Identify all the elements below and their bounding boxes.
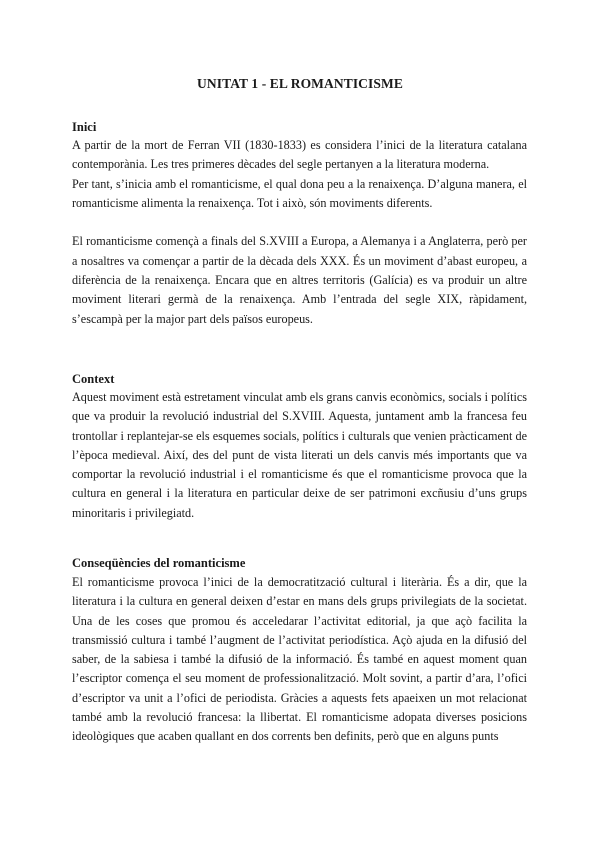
paragraph: El romanticisme provoca l’inici de la democratització cultural i literària. És a dir, que la literatura i la cultura en general deixen d’estar en mans dels grups privilegiats de la societat. Una de les coses que promou és acceledarar l’activitat editorial, ja que açò facilita la transmissió cultura i també l’augment de l’activitat periodística. Açò ajuda en la difusió del saber, de la sabiesa i també la difusió de la informació. És també en aquest moment quan l’escriptor comença el seu moment de professionalització. Molt sovint, a partir d’ara, l’ofici d’escriptor va unit a l’ofici de periodista. Gràcies a aquests fets apaeixen un mot relacionat també amb la revolució francesa: la llibertat. El romanticisme adopata diverses posicions ideològiques que acaben quallant en dos corrents ben definits, però que en alguns punts: [72, 575, 527, 744]
paragraph: El romanticisme començà a finals del S.XVIII a Europa, a Alemanya i a Anglaterra, però per a nosaltres va començar a partir de la dècada dels XXX. És un moviment d’abast europeu, a diferència de la renaixença. Encara que en altres territoris (Galícia) es va produir un altre moviment literari germà de la renaixença. Amb l’entrada del segle XIX, ràpidament, s’escampà per la major part dels països europeus.: [72, 234, 527, 326]
document-title: UNITAT 1 - EL ROMANTICISME: [197, 76, 403, 91]
paragraph: A partir de la mort de Ferran VII (1830-1833) es considera l’inici de la literatura catalana contemporània. Les tres primeres dècades del segle pertanyen a la literatura moderna.: [72, 138, 527, 172]
section-body-context: [72, 388, 527, 523]
section-heading-inici: Inici: [72, 120, 97, 134]
paragraph: Aquest moviment està estretament vinculat amb els grans canvis econòmics, socials i polítics que va produir la revolució industrial del S.XVIII. Aquesta, juntament amb la francesa feu trontollar i replantejar-se els esquemes socials, polítics i culturals que venien pràcticament de l’època medieval. Així, des del punt de vista literati un dels canvis més importants que va comportar la revolució industrial i el romanticisme és que el romanticisme provoca que la cultura en general i la literatura en particular deixe de ser patrimoni excñusiu d’uns grups minoritaris i privilegiatd.: [72, 390, 527, 520]
section-body-inici: [72, 136, 527, 329]
paragraph: Per tant, s’inicia amb el romanticisme, el qual dona peu a la renaixença. D’alguna manera, el romanticisme alimenta la renaixença. Tot i això, són moviments diferents.: [72, 176, 527, 210]
section-heading-consequencies: Conseqüències del romanticisme: [72, 556, 246, 570]
section-heading-context: Context: [72, 372, 115, 386]
section-body-consequencies: [72, 573, 527, 747]
